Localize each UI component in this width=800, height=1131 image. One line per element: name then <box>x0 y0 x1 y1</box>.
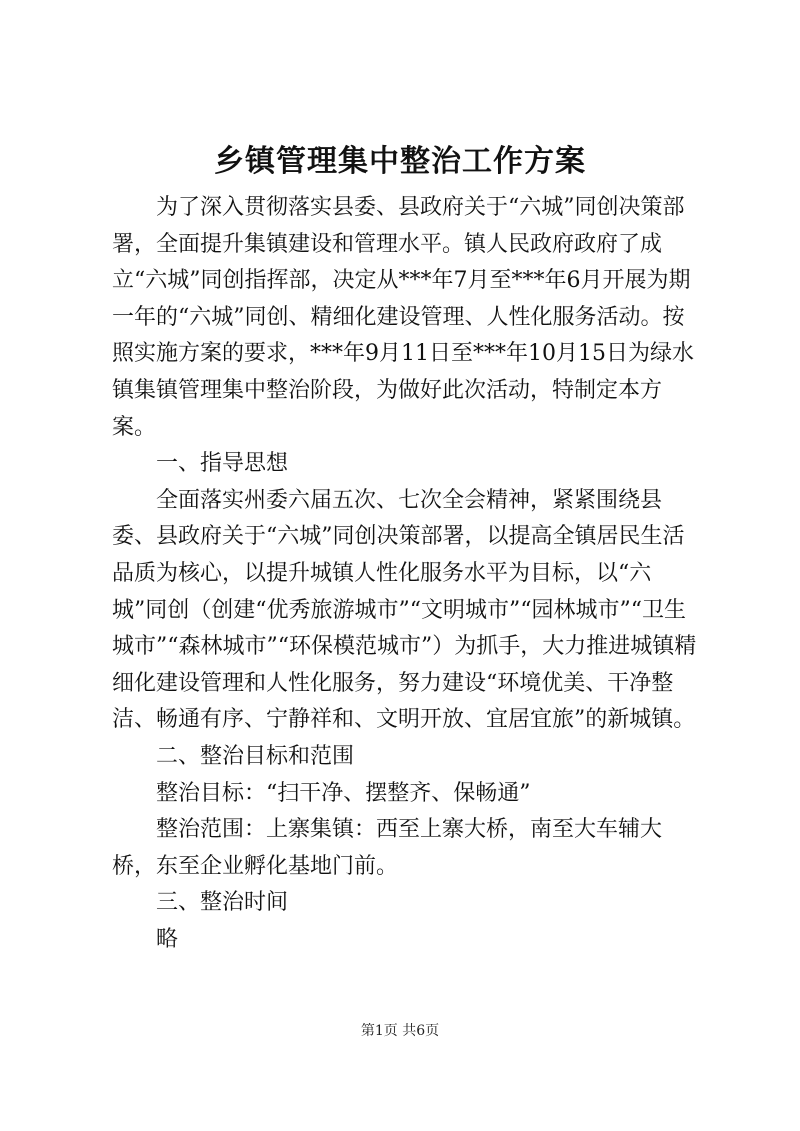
guiding-ideology-paragraph: 全面落实州委六届五次、七次全会精神，紧紧围绕县委、县政府关于“六城”同创决策部署，以提高全镇居民生活品质为核心，以提升城镇人性化服务水平为目标，以“六城”同创（创建“优秀旅游城市”“文明城市”“园林城市”“卫生城市”“森林城市”“环保模范城市”）为抓手，大力推进城镇精细化建设管理和人性化服务，努力建设“环境优美、干净整洁、畅通有序、宁静祥和、文明开放、宜居宜旅”的新城镇。 <box>112 487 697 733</box>
goals-paragraph: 整治目标：“扫干净、摆整齐、保畅通” <box>156 780 531 806</box>
document-body <box>112 190 702 958</box>
page-title: 乡镇管理集中整治工作方案 <box>214 144 586 179</box>
section-heading-goals-and-scope: 二、整治目标和范围 <box>156 743 355 769</box>
intro-paragraph: 为了深入贯彻落实县委、县政府关于“六城”同创决策部署，全面提升集镇建设和管理水平。镇人民政府政府了成立“六城”同创指挥部，决定从***年7月至***年6月开展为期一年的“六城”同创、精细化建设管理、人性化服务活动。按照实施方案的要求，***年9月11日至***年10月15日为绿水镇集镇管理集中整治阶段，为做好此次活动，特制定本方案。 <box>112 195 694 440</box>
scope-paragraph: 整治范围：上寨集镇：西至上寨大桥，南至大车辅大桥，东至企业孵化基地门前。 <box>112 817 663 879</box>
section-heading-guiding-ideology: 一、指导思想 <box>156 451 289 477</box>
page-footer: 第1页 共6页 <box>360 1023 440 1039</box>
time-paragraph: 略 <box>156 926 179 952</box>
section-heading-time: 三、整治时间 <box>156 890 289 916</box>
